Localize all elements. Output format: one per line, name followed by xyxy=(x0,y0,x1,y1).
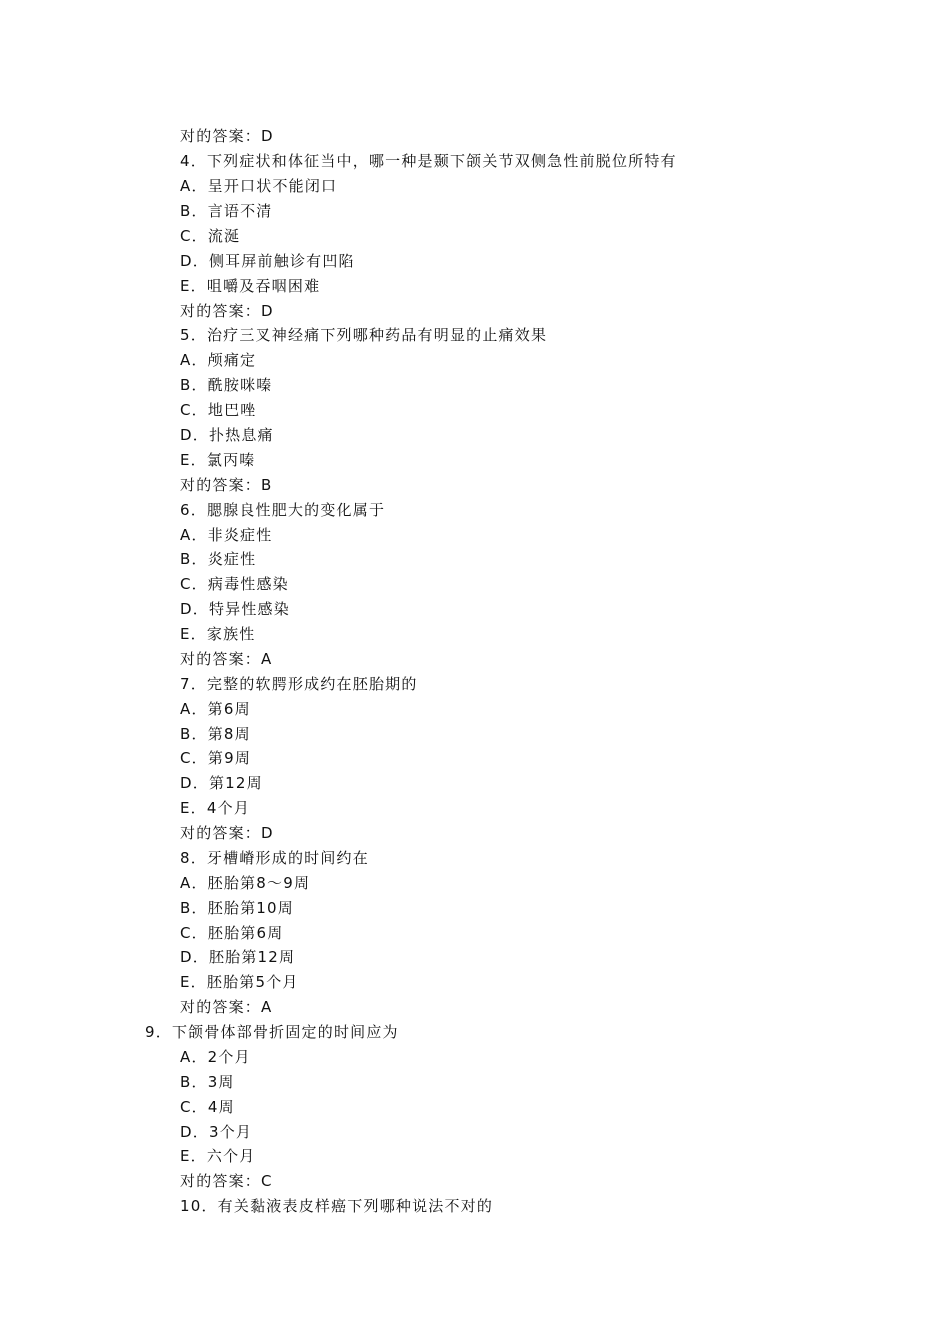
question-9: 9．下颌骨体部骨折固定的时间应为 xyxy=(145,1023,399,1041)
option-line: C．地巴唑 xyxy=(180,401,257,419)
question-8: 8．牙槽嵴形成的时间约在 xyxy=(180,849,369,867)
option-line: B．酰胺咪嗪 xyxy=(180,376,273,394)
answer-line: 对的答案：A xyxy=(180,650,273,668)
option-line: C．流涎 xyxy=(180,227,241,245)
question-6: 6．腮腺良性肥大的变化属于 xyxy=(180,501,386,519)
option-line: E．胚胎第5个月 xyxy=(180,973,299,991)
option-line: D．第12周 xyxy=(180,774,263,792)
option-line: D．侧耳屏前触诊有凹陷 xyxy=(180,252,355,270)
option-line: A．2个月 xyxy=(180,1048,251,1066)
option-line: B．第8周 xyxy=(180,725,251,743)
option-line: B．胚胎第10周 xyxy=(180,899,294,917)
answer-line: 对的答案：D xyxy=(180,824,274,842)
option-line: C．胚胎第6周 xyxy=(180,924,284,942)
option-line: D．扑热息痛 xyxy=(180,426,274,444)
answer-line: 对的答案：D xyxy=(180,302,274,320)
option-line: E．氯丙嗪 xyxy=(180,451,256,469)
answer-line: 对的答案：C xyxy=(180,1172,273,1190)
option-line: C．第9周 xyxy=(180,749,252,767)
answer-line: 对的答案：D xyxy=(180,127,274,145)
option-line: D．特异性感染 xyxy=(180,600,290,618)
answer-line: 对的答案：A xyxy=(180,998,273,1016)
option-line: B．3周 xyxy=(180,1073,235,1091)
option-line: D．3个月 xyxy=(180,1123,253,1141)
option-line: A．胚胎第8～9周 xyxy=(180,874,311,892)
option-line: D．胚胎第12周 xyxy=(180,948,296,966)
option-line: A．颅痛定 xyxy=(180,351,257,369)
option-line: C．病毒性感染 xyxy=(180,575,289,593)
option-line: C．4周 xyxy=(180,1098,235,1116)
option-line: E．六个月 xyxy=(180,1147,256,1165)
option-line: A．第6周 xyxy=(180,700,251,718)
question-10: 10．有关黏液表皮样癌下列哪种说法不对的 xyxy=(180,1197,494,1215)
question-4: 4．下列症状和体征当中，哪一种是颞下颌关节双侧急性前脱位所特有 xyxy=(180,152,677,170)
question-5: 5．治疗三叉神经痛下列哪种药品有明显的止痛效果 xyxy=(180,326,548,344)
option-line: E．4个月 xyxy=(180,799,251,817)
option-line: B．炎症性 xyxy=(180,550,257,568)
option-line: B．言语不清 xyxy=(180,202,273,220)
option-line: E．咀嚼及吞咽困难 xyxy=(180,277,321,295)
answer-line: 对的答案：B xyxy=(180,476,273,494)
option-line: A．非炎症性 xyxy=(180,526,273,544)
option-line: E．家族性 xyxy=(180,625,256,643)
option-line: A．呈开口状不能闭口 xyxy=(180,177,338,195)
question-7: 7．完整的软腭形成约在胚胎期的 xyxy=(180,675,418,693)
